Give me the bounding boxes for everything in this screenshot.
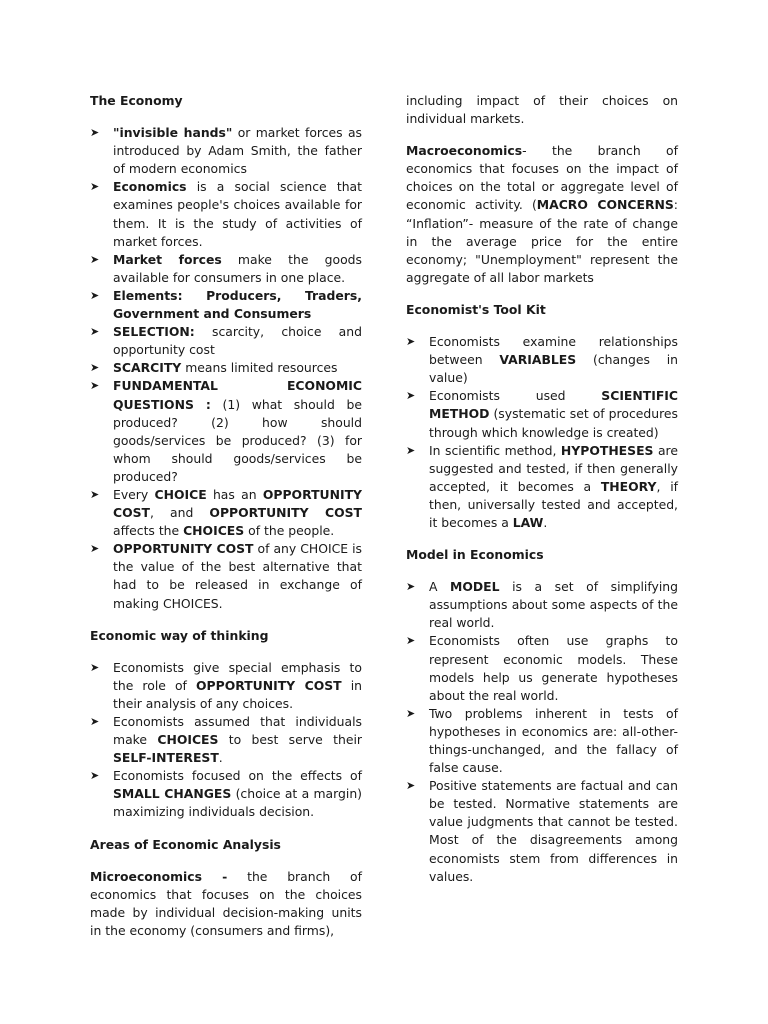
body-text: , if then, universally tested and accepted, it becomes a: [429, 478, 678, 530]
body-text: make the goods available for consumers in one place.: [113, 251, 362, 285]
arrow-bullet-icon: ➤: [406, 443, 416, 457]
list-item: [90, 124, 362, 178]
arrow-bullet-icon: ➤: [90, 487, 100, 501]
body-text: Economists assumed that individuals make: [113, 714, 362, 748]
list-item: [90, 540, 362, 612]
list-item: [406, 632, 678, 704]
bold-term: Macroeconomics: [406, 143, 523, 159]
arrow-bullet-icon: ➤: [90, 769, 100, 783]
microeconomics-continuation: including impact of their choices on individual markets.: [406, 93, 678, 127]
body-text: Economists examine relationships between: [429, 334, 678, 368]
list-item: [90, 659, 362, 713]
bold-term: Microeconomics -: [90, 868, 228, 884]
bold-term: HYPOTHESES: [560, 442, 654, 458]
body-text: of any CHOICE is the value of the best alternative that had to be released in exchange of making CHOICES.: [113, 541, 362, 611]
right-column: [406, 92, 678, 900]
bold-term: OPPORTUNITY COST: [209, 505, 362, 521]
bold-term: "invisible hands": [113, 125, 233, 141]
body-text: (systematic set of procedures through which knowledge is created): [429, 406, 678, 440]
bold-term: MACRO CONCERNS: [536, 197, 674, 213]
body-text: affects the: [113, 523, 184, 539]
arrow-bullet-icon: ➤: [406, 706, 416, 720]
body-text: is a social science that examines people's choices available for them. It is the study of activities of market forces.: [113, 179, 362, 249]
arrow-bullet-icon: ➤: [90, 715, 100, 728]
bold-term: CHOICES: [183, 523, 245, 539]
list-item: [406, 578, 678, 632]
arrow-bullet-icon: ➤: [90, 180, 100, 194]
list-item: [406, 387, 678, 441]
list-item: [90, 178, 362, 250]
body-text: .: [543, 514, 548, 530]
body-text: or market forces as introduced by Adam Smith, the father of modern economics: [113, 125, 362, 177]
model-bullet-list: [406, 578, 678, 886]
body-text: Two problems inherent in tests of hypotheses in economics are: all-other-things-unchanged, and the fallacy of false cause.: [429, 705, 678, 776]
bold-term: SELF-INTEREST: [113, 750, 219, 766]
body-text: Economists focused on the effects of: [113, 768, 362, 784]
arrow-bullet-icon: ➤: [406, 335, 416, 349]
body-text: is a set of simplifying assumptions about some aspects of the real world.: [429, 579, 679, 631]
body-text: In scientific method,: [429, 442, 561, 458]
arrow-bullet-icon: ➤: [90, 379, 100, 393]
heading-economic-way-of-thinking: Economic way of thinking: [90, 627, 269, 643]
bold-term: VARIABLES: [499, 352, 577, 368]
body-text: means limited resources: [181, 360, 338, 376]
arrow-bullet-icon: ➤: [90, 361, 100, 375]
body-text: are suggested and tested, if then generally accepted, it becomes a: [429, 442, 679, 494]
heading-model-in-economics: Model in Economics: [406, 547, 544, 563]
arrow-bullet-icon: ➤: [90, 126, 100, 140]
arrow-bullet-icon: ➤: [90, 252, 100, 266]
bold-term: MODEL: [450, 579, 500, 595]
bold-term: CHOICES: [157, 732, 219, 748]
body-text: - the branch of economics that focuses on the impact of choices on the total or aggregate level of economic activity. (: [406, 143, 678, 213]
bold-term: OPPORTUNITY COST: [196, 677, 342, 693]
list-item: [406, 705, 678, 777]
left-column: [90, 92, 362, 954]
body-text: Every: [113, 486, 155, 502]
bold-term: Economics: [113, 179, 187, 195]
list-item: [406, 333, 678, 387]
bold-term: :: [177, 287, 207, 303]
bold-term: THEORY: [600, 478, 657, 494]
list-item: [90, 251, 362, 287]
microeconomics-paragraph: [90, 868, 362, 940]
body-text: (changes in value): [429, 352, 678, 386]
body-text: Economists give special emphasis to the role of: [113, 659, 362, 693]
body-text: : “Inflation”- measure of the rate of change in the average price for the entire economy; "Unemployment" represent the aggregate of all labor markets: [406, 197, 678, 285]
body-text: Economists used: [429, 388, 602, 404]
arrow-bullet-icon: ➤: [406, 389, 416, 403]
list-item: [90, 713, 362, 767]
arrow-bullet-icon: ➤: [90, 542, 100, 556]
heading-areas-of-economic-analysis: Areas of Economic Analysis: [90, 836, 281, 852]
body-text: to best serve their: [218, 732, 362, 748]
list-item: [90, 767, 362, 821]
bold-term: SCIENTIFIC METHOD: [429, 388, 678, 422]
list-item: [406, 777, 678, 886]
list-item: [90, 323, 362, 359]
body-text: the branch of economics that focuses on the choices made by individual decision-making units in the economy (consumers and firms),: [90, 868, 362, 938]
list-item: [90, 486, 362, 540]
bold-term: OPPORTUNITY COST: [113, 541, 254, 557]
heading-the-economy: The Economy: [90, 93, 183, 108]
bold-term: CHOICE: [154, 486, 207, 502]
list-item: [406, 442, 678, 532]
body-text: (choice at a margin) maximizing individuals decision.: [113, 786, 363, 820]
arrow-bullet-icon: ➤: [406, 580, 416, 594]
body-text: A: [429, 579, 451, 595]
bold-term: Elements: [113, 287, 178, 303]
body-text: Economists often use graphs to represent economic models. These models help us generate hypotheses about the real world.: [429, 633, 678, 703]
arrow-bullet-icon: ➤: [406, 779, 416, 793]
tool-kit-bullet-list: [406, 333, 678, 532]
arrow-bullet-icon: ➤: [406, 634, 416, 648]
list-item: [90, 287, 362, 323]
arrow-bullet-icon: ➤: [90, 325, 100, 339]
bold-term: LAW: [512, 514, 544, 530]
bold-term: SMALL CHANGES: [113, 786, 232, 802]
body-text: of the people.: [244, 523, 335, 539]
macroeconomics-paragraph: [406, 142, 678, 287]
bold-term: SCARCITY: [113, 360, 182, 376]
bold-term: SELECTION:: [113, 324, 195, 340]
body-text: (1) what should be produced? (2) how should goods/services be produced? (3) for whom should goods/services be produced?: [113, 396, 362, 484]
bold-term: Market forces: [113, 251, 222, 267]
body-text: has an: [206, 486, 263, 502]
thinking-bullet-list: [90, 659, 362, 822]
bold-term: FUNDAMENTAL ECONOMIC QUESTIONS :: [113, 378, 362, 412]
economy-bullet-list: [90, 124, 362, 613]
body-text: in their analysis of any choices.: [113, 677, 363, 711]
arrow-bullet-icon: ➤: [90, 288, 100, 302]
heading-economists-tool-kit: Economist's Tool Kit: [406, 301, 546, 317]
bold-term: Producers, Traders, Government and Consumers: [113, 287, 362, 322]
body-text: .: [218, 750, 223, 766]
arrow-bullet-icon: ➤: [90, 660, 100, 674]
body-text: Positive statements are factual and can be tested. Normative statements are value judgments that cannot be tested. Most of the disagreements among economists stem from differences in values.: [429, 778, 678, 884]
list-item: [90, 359, 362, 377]
body-text: scarcity, choice and opportunity cost: [113, 324, 362, 358]
body-text: , and: [150, 505, 210, 521]
bold-term: OPPORTUNITY COST: [113, 486, 362, 521]
list-item: [90, 377, 362, 486]
